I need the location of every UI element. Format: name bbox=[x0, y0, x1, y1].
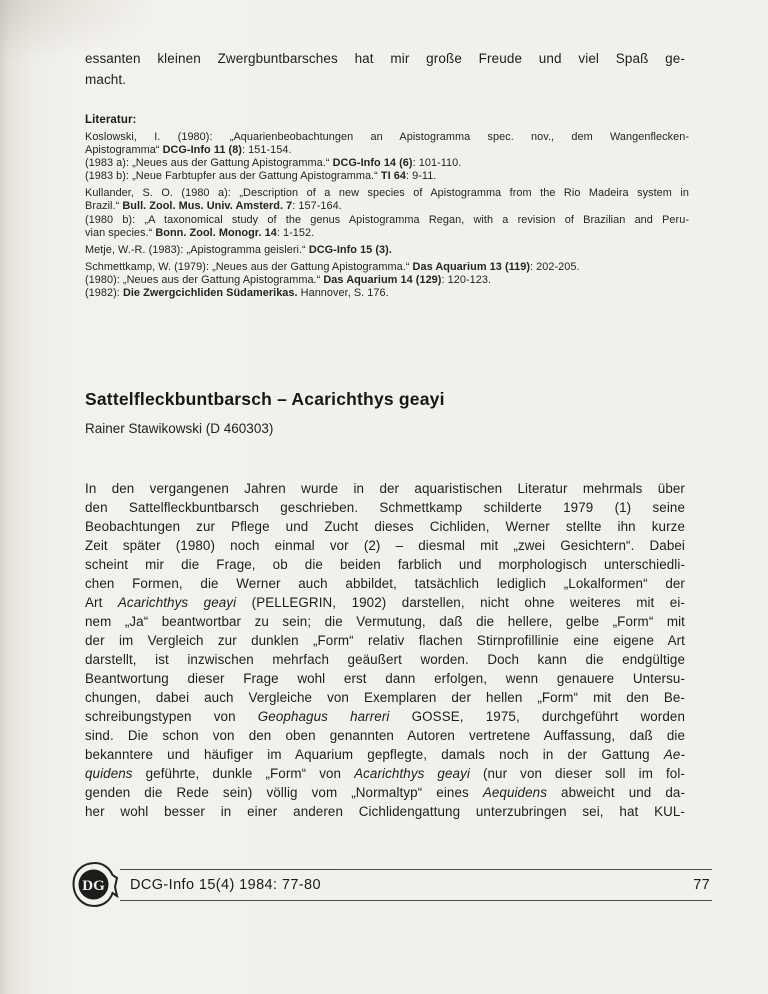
logo-monogram-text: DG bbox=[82, 878, 105, 894]
text-line: Schmettkamp, W. (1979): „Neues aus der Gattung Apistogramma.“ Das Aquarium 13 (119): 202-205. bbox=[85, 260, 580, 273]
dcg-logo-icon bbox=[70, 860, 120, 910]
text-line: essanten kleinen Zwergbuntbarsches hat mir große Freude und viel Spaß ge- bbox=[85, 51, 685, 66]
text-line: Art Acarichthys geayi (PELLEGRIN, 1902) darstellen, nicht ohne weiteres mit ei- bbox=[85, 595, 685, 610]
article-author: Rainer Stawikowski (D 460303) bbox=[85, 421, 274, 436]
body-paragraph bbox=[85, 479, 685, 821]
text-line: (1983 a): „Neues aus der Gattung Apistogramma.“ DCG-Info 14 (6): 101-110. bbox=[85, 157, 462, 170]
text-line: bekanntere und häufiger im Aquarium gepflegte, damals noch in der Gattung Ae- bbox=[85, 747, 685, 762]
text-line: (1983 b): „Neue Farbtupfer aus der Gattung Apistogramma.“ TI 64: 9-11. bbox=[85, 170, 437, 183]
reference-list bbox=[85, 131, 689, 300]
text-line: chungen, dabei auch Vergleiche von Exemplaren der hellen „Form“ mit den Be- bbox=[85, 690, 685, 705]
text-line: (1980): „Neues aus der Gattung Apistogramma.“ Das Aquarium 14 (129): 120-123. bbox=[85, 273, 492, 286]
text-line: macht. bbox=[85, 71, 127, 87]
text-line: her wohl besser in einer anderen Cichlidengattung unterzubringen sei, hat KUL- bbox=[85, 804, 685, 819]
text-line: chen Formen, die Werner auch abbildet, tatsächlich lediglich „Lokalformen“ der bbox=[85, 576, 685, 591]
text-line: schreibungstypen von Geophagus harreri GOSSE, 1975, durchgeführt worden bbox=[85, 709, 685, 724]
article-title: Sattelfleckbuntbarsch – Acarichthys geayi bbox=[85, 389, 445, 409]
text-line: darstellt, ist inzwischen mehrfach geäußert worden. Doch kann die endgültige bbox=[85, 652, 685, 667]
text-line: Koslowski, I. (1980): „Aquarienbeobachtungen an Apistogramma spec. nov., dem Wangenflecken- bbox=[85, 131, 689, 143]
text-line: Metje, W.-R. (1983): „Apistogramma geisleri.“ DCG-Info 15 (3). bbox=[85, 243, 392, 256]
text-line: Apistogramma“ DCG-Info 11 (8): 151-154. bbox=[85, 144, 292, 157]
literature-heading: Literatur: bbox=[85, 114, 137, 126]
page-footer bbox=[70, 860, 712, 910]
intro-paragraph bbox=[85, 49, 685, 90]
text-line: Beobachtungen zur Pflege und Zucht dieses Cichliden, Werner stellte ihn kurze bbox=[85, 519, 685, 534]
footer-rule-box bbox=[120, 869, 712, 901]
text-line: nem „Ja“ beantwortbar zu sein; die Vermutung, daß die hellere, gelbe „Form“ mit bbox=[85, 614, 685, 629]
text-line: In den vergangenen Jahren wurde in der aquaristischen Literatur mehrmals über bbox=[85, 481, 685, 496]
text-line: scheint mir die Frage, ob die beiden farblich und morphologisch unterschiedli- bbox=[85, 557, 685, 572]
text-line: der im Vergleich zur dunklen „Form“ relativ flachen Stirnprofillinie eine eigene Art bbox=[85, 633, 685, 648]
text-line: Kullander, S. O. (1980 a): „Description of a new species of Apistogramma from the Rio Madeira system in bbox=[85, 187, 689, 200]
text-line: (1980 b): „A taxonomical study of the genus Apistogramma Regan, with a revision of Brazilian and Peru- bbox=[85, 213, 689, 226]
text-line: Beantwortung dieser Frage wohl erst dann erfolgen, wenn genauere Untersu- bbox=[85, 671, 685, 686]
text-line: Brazil.“ Bull. Zool. Mus. Univ. Amsterd. 7: 157-164. bbox=[85, 200, 342, 213]
text-line: vian species.“ Bonn. Zool. Monogr. 14: 1-152. bbox=[85, 226, 315, 239]
text-line: sind. Die schon von den oben genannten Autoren vertretene Auffassung, daß die bbox=[85, 728, 685, 743]
text-line: genden die Rede sein) völlig vom „Normaltyp“ eines Aequidens abweicht und da- bbox=[85, 785, 686, 800]
text-line: Zeit später (1980) noch einmal vor (2) – diesmal mit „zwei Gesichtern“. Dabei bbox=[85, 538, 685, 553]
text-line: (1982): Die Zwergcichliden Südamerikas. Hannover, S. 176. bbox=[85, 287, 389, 300]
text-line: quidens geführte, dunkle „Form“ von Acarichthys geayi (nur von dieser soll im fol- bbox=[85, 766, 685, 781]
journal-citation: DCG-Info 15(4) 1984: 77-80 bbox=[130, 877, 321, 893]
page-number: 77 bbox=[693, 877, 710, 893]
text-line: den Sattelfleckbuntbarsch geschrieben. Schmettkamp schilderte 1979 (1) seine bbox=[85, 500, 685, 515]
